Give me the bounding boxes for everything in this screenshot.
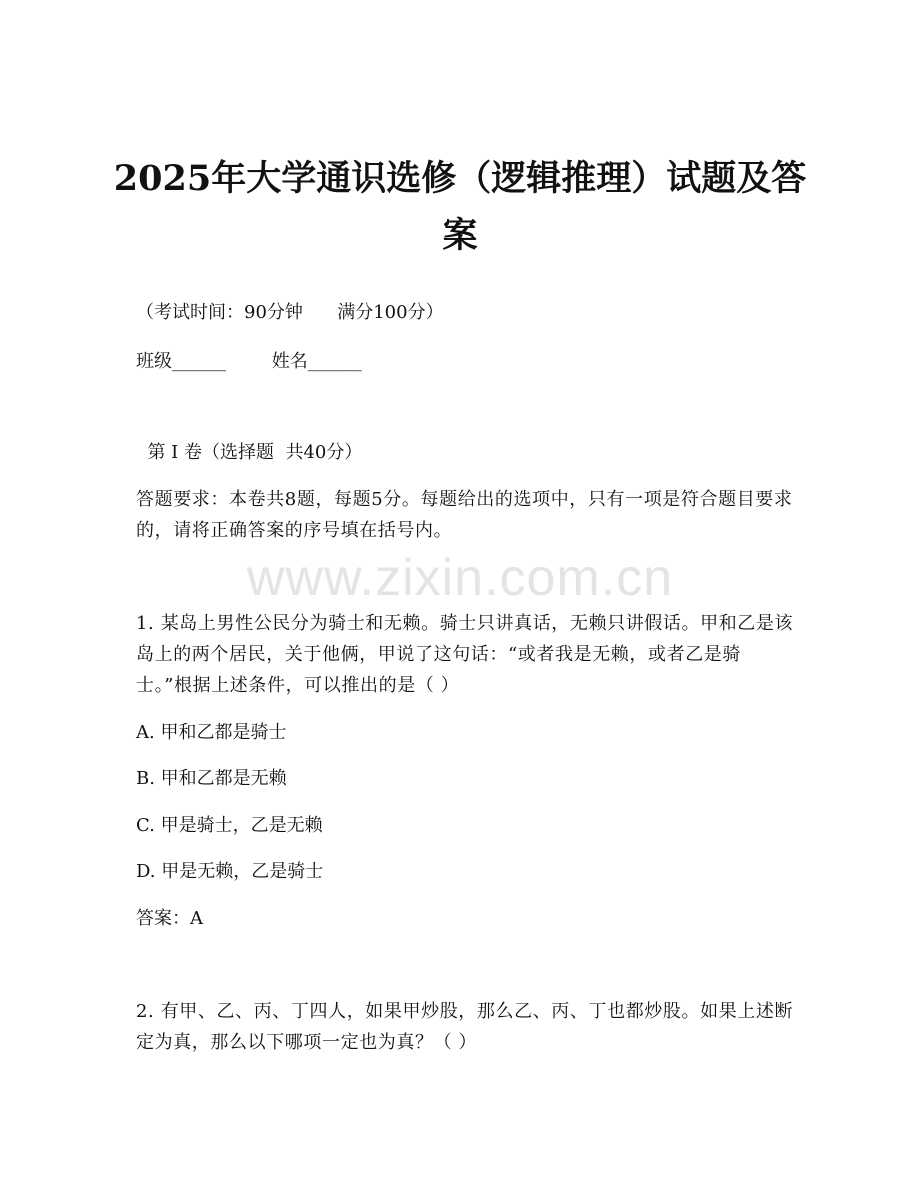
question-1-option-b: B. 甲和乙都是无赖 [136,768,287,789]
student-fields: 班级______ 姓名______ [136,351,362,372]
question-1-answer: 答案：A [136,908,203,929]
exam-info: （考试时间：90分钟 满分100分） [136,302,444,323]
question-1-option-c: C. 甲是骑士，乙是无赖 [136,815,323,836]
watermark: www.zixin.com.cn [246,549,674,607]
question-1-option-d: D. 甲是无赖，乙是骑士 [136,861,324,882]
question-1-stem: 1. 某岛上男性公民分为骑士和无赖。骑士只讲真话，无赖只讲假话。甲和乙是该岛上的两个居民，关于他俩，甲说了这句话：“或者我是无赖，或者乙是骑士。”根据上述条件，可以推出的是（ ） [136,613,794,696]
section-heading: 第 I 卷（选择题 共40分） [136,442,363,463]
question-2-stem: 2. 有甲、乙、丙、丁四人，如果甲炒股，那么乙、丙、丁也都炒股。如果上述断定为真，那么以下哪项一定也为真？（ ） [136,1001,794,1053]
page-title: 2025年大学通识选修（逻辑推理）试题及答案 [113,158,807,256]
instructions: 答题要求：本卷共8题，每题5分。每题给出的选项中，只有一项是符合题目要求的，请将正确答案的序号填在括号内。 [136,489,793,541]
question-1-option-a: A. 甲和乙都是骑士 [136,722,287,743]
